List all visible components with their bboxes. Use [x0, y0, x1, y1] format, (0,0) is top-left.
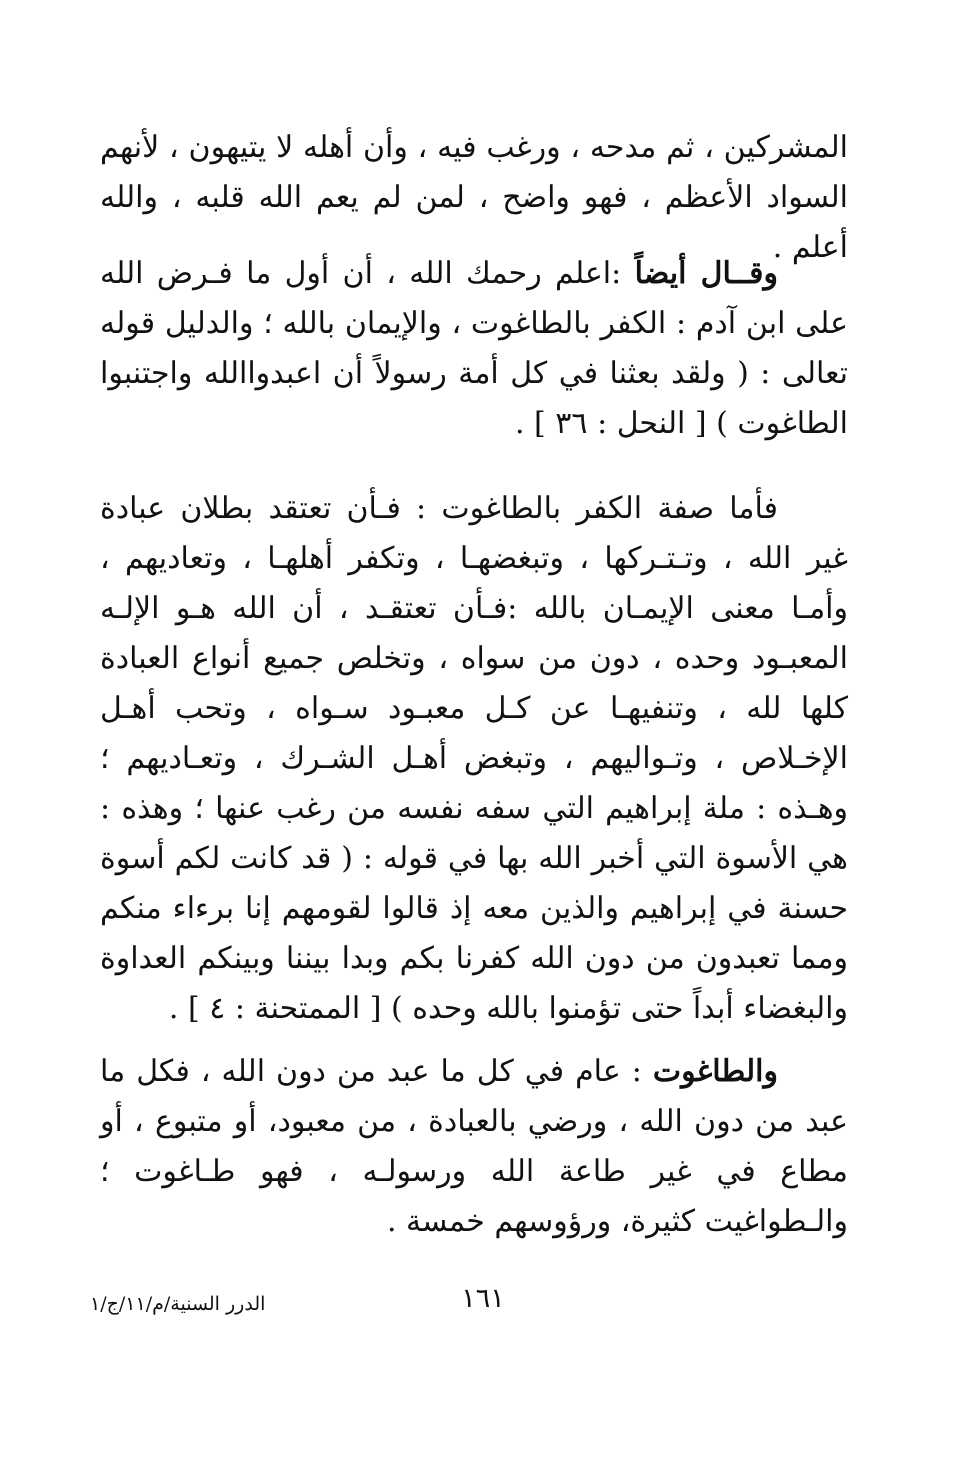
- page-number: ١٦١: [461, 1283, 505, 1314]
- paragraph-2: [100, 249, 848, 449]
- paragraph-1-text: المشركين ، ثم مدحه ، ورغب فيه ، وأن أهله لا يتيهون ، لأنهم السواد الأعظم ، فهو واضح ، لمن لم يعم الله قلبه ، والله أعلم .: [100, 130, 848, 265]
- paragraph-3: [100, 484, 848, 1034]
- source-reference: الدرر السنية/م/١١/ج/١: [90, 1293, 266, 1315]
- paragraph-2-lead: وقــال أيضاً: [634, 256, 778, 291]
- paragraph-4-text: : عام في كل ما عبد من دون الله ، فكل ما عبد من دون الله ، ورضي بالعبادة ، من معبود، أو متبوع ، أو مطاع في غير طاعة الله ورسولـه ، فهو طـاغوت ؛ والـطواغيت كثيرة، ورؤوسهم خمسة .: [100, 1054, 848, 1239]
- paragraph-3-text: فأما صفة الكفر بالطاغوت : فـأن تعتقد بطلان عبادة غير الله ، وتـتـركها ، وتبغضهـا ، وتكفر أهلهـا ، وتعاديهم ، وأمـا معنى الإيمـان بالله :فـأن تعتقـد ، أن الله هـو الإلـه المعبـود وحده ، دون من سواه ، وتخلص جميع أنواع العبادة كلها لله ، وتنفيهـا عن كـل معبـود سـواه ، وتحب أهـل الإخـلاص ، وتـواليهم ، وتبغض أهـل الشـرك ، وتعـاديهم ؛ وهـذه : ملة إبراهيم التي سفه نفسه من رغب عنها ؛ وهذه : هي الأسوة التي أخبر الله بها في قوله : ( قد كانت لكم أسوة حسنة في إبراهيم والذين معه إذ قالوا لقومهم إنا برءاء منكم ومما تعبدون من دون الله كفرنا بكم وبدا بيننا وبينكم العداوة والبغضاء أبداً حتى تؤمنوا بالله وحده ) [ الممتحنة : ٤ ] .: [100, 491, 848, 1026]
- paragraph-4-lead: والطاغوت: [652, 1054, 778, 1089]
- paragraph-2-text: :اعلم رحمك الله ، أن أول ما فـرض الله على ابن آدم : الكفر بالطاغوت ، والإيمان بالله ؛ والدليل قوله تعالى : ( ولقد بعثنا في كل أمة رسولاً أن اعبدواالله واجتنبوا الطاغوت ) [ النحل : ٣٦ ] .: [100, 256, 848, 441]
- paragraph-4: [100, 1047, 848, 1247]
